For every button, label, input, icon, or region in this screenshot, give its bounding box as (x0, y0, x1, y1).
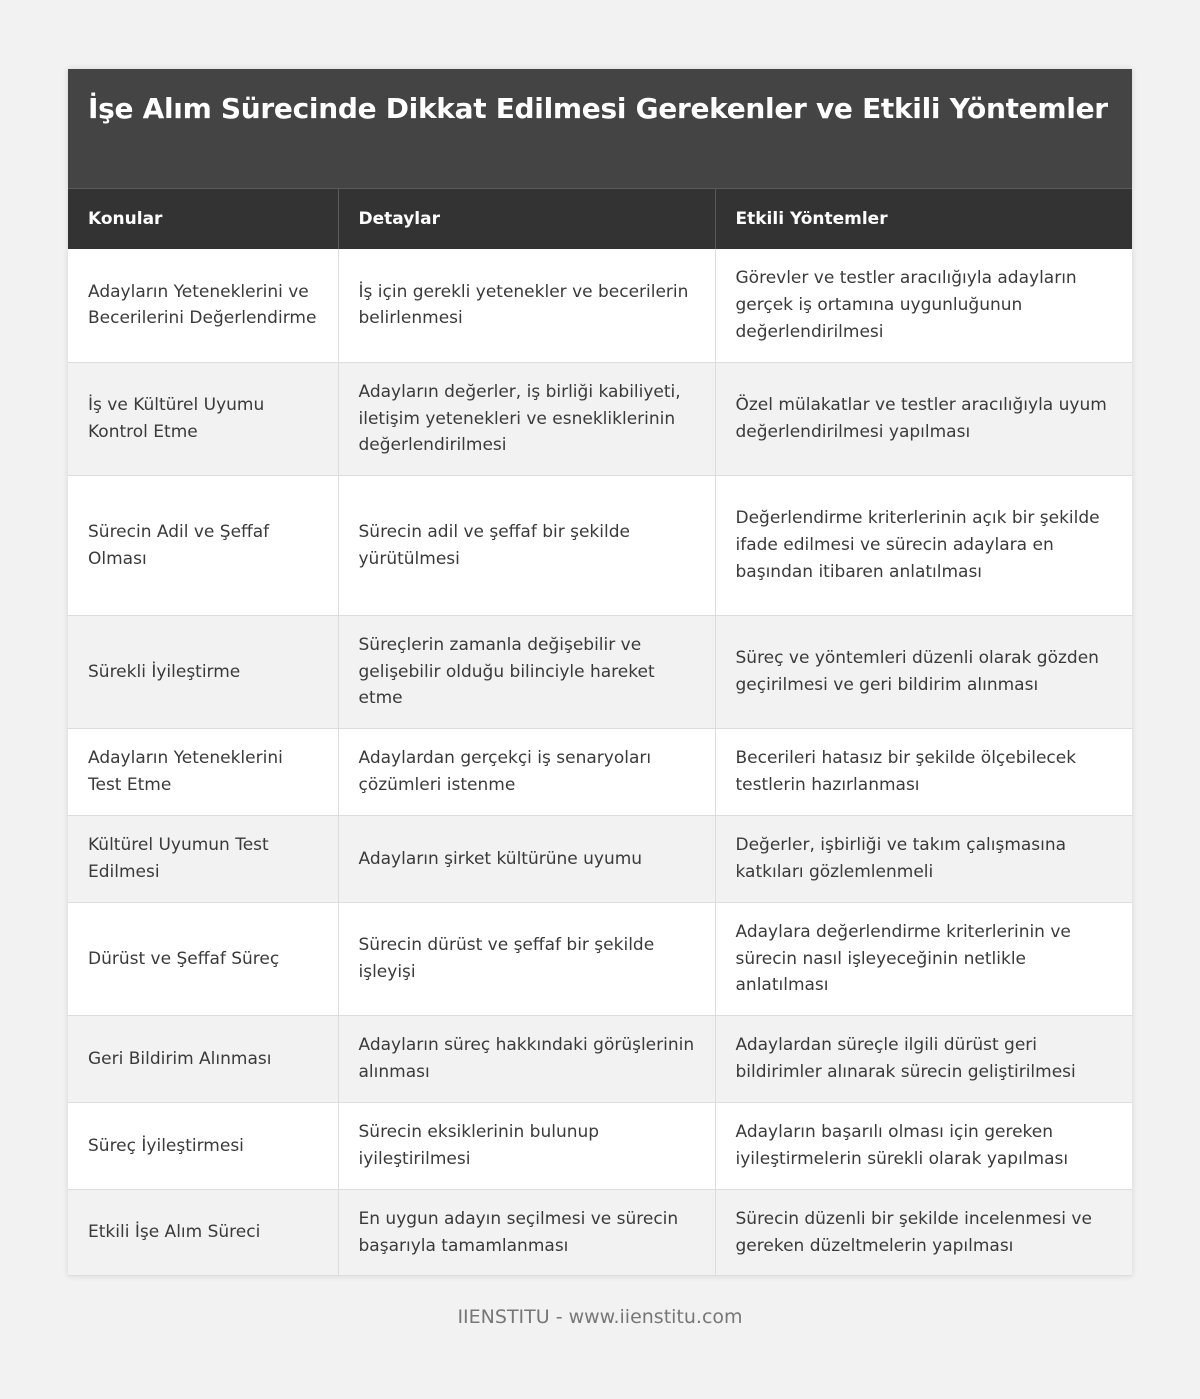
table-row (68, 363, 1132, 476)
table-row (68, 816, 1132, 903)
table-cell: Özel mülakatlar ve testler aracılığıyla uyum değerlendirilmesi yapılması (715, 363, 1132, 476)
table-cell: Sürecin Adil ve Şeffaf Olması (68, 476, 338, 616)
table-cell: Adayların süreç hakkındaki görüşlerinin alınması (338, 1016, 715, 1103)
table-row (68, 729, 1132, 816)
table-cell: Sürekli İyileştirme (68, 616, 338, 729)
table-row (68, 1103, 1132, 1190)
table-cell: Adaylardan gerçekçi iş senaryoları çözümleri istenme (338, 729, 715, 816)
table-cell: Süreç İyileştirmesi (68, 1103, 338, 1190)
page-title: İşe Alım Sürecinde Dikkat Edilmesi Gerekenler ve Etkili Yöntemler (68, 69, 1132, 188)
table-cell: Adayların Yeteneklerini Test Etme (68, 729, 338, 816)
table-cell: Geri Bildirim Alınması (68, 1016, 338, 1103)
table-cell: Etkili İşe Alım Süreci (68, 1190, 338, 1276)
table-header (68, 189, 1132, 249)
table-cell: Adayların Yeteneklerini ve Becerilerini Değerlendirme (68, 249, 338, 363)
table-card (68, 69, 1132, 1276)
table-cell: Dürüst ve Şeffaf Süreç (68, 903, 338, 1016)
table-cell: Süreçlerin zamanla değişebilir ve gelişebilir olduğu bilinciyle hareket etme (338, 616, 715, 729)
table-cell: Sürecin düzenli bir şekilde incelenmesi ve gereken düzeltmelerin yapılması (715, 1190, 1132, 1276)
table-cell: Sürecin eksiklerinin bulunup iyileştirilmesi (338, 1103, 715, 1190)
table-cell: Süreç ve yöntemleri düzenli olarak gözden geçirilmesi ve geri bildirim alınması (715, 616, 1132, 729)
table-cell: Değerler, işbirliği ve takım çalışmasına katkıları gözlemlenmeli (715, 816, 1132, 903)
table-cell: İş için gerekli yetenekler ve becerilerin belirlenmesi (338, 249, 715, 363)
table-cell: İş ve Kültürel Uyumu Kontrol Etme (68, 363, 338, 476)
table-cell: Adayların şirket kültürüne uyumu (338, 816, 715, 903)
table-cell: En uygun adayın seçilmesi ve sürecin başarıyla tamamlanması (338, 1190, 715, 1276)
table-cell: Sürecin dürüst ve şeffaf bir şekilde işleyişi (338, 903, 715, 1016)
footer-credit: IIENSTITU - www.iienstitu.com (457, 1306, 743, 1328)
table-cell: Kültürel Uyumun Test Edilmesi (68, 816, 338, 903)
table-row (68, 616, 1132, 729)
table-cell: Adaylara değerlendirme kriterlerinin ve sürecin nasıl işleyeceğinin netlikle anlatılması (715, 903, 1132, 1016)
table-cell: Değerlendirme kriterlerinin açık bir şekilde ifade edilmesi ve sürecin adaylara en başından itibaren anlatılması (715, 476, 1132, 616)
table-cell: Görevler ve testler aracılığıyla adayların gerçek iş ortamına uygunluğunun değerlendirilmesi (715, 249, 1132, 363)
table-body (68, 249, 1132, 1276)
table-cell: Adayların değerler, iş birliği kabiliyeti, iletişim yetenekleri ve esnekliklerinin değerlendirilmesi (338, 363, 715, 476)
table-cell: Adayların başarılı olması için gereken iyileştirmelerin sürekli olarak yapılması (715, 1103, 1132, 1190)
table-row (68, 476, 1132, 616)
table-cell: Becerileri hatasız bir şekilde ölçebilecek testlerin hazırlanması (715, 729, 1132, 816)
table-cell: Adaylardan süreçle ilgili dürüst geri bildirimler alınarak sürecin geliştirilmesi (715, 1016, 1132, 1103)
table-row (68, 1016, 1132, 1103)
table-cell: Sürecin adil ve şeffaf bir şekilde yürütülmesi (338, 476, 715, 616)
table-row (68, 903, 1132, 1016)
column-header-etkili-yontemler: Etkili Yöntemler (715, 189, 1132, 249)
data-table (68, 188, 1132, 1276)
column-header-detaylar: Detaylar (338, 189, 715, 249)
table-row (68, 1190, 1132, 1276)
column-header-konular: Konular (68, 189, 338, 249)
table-row (68, 249, 1132, 363)
